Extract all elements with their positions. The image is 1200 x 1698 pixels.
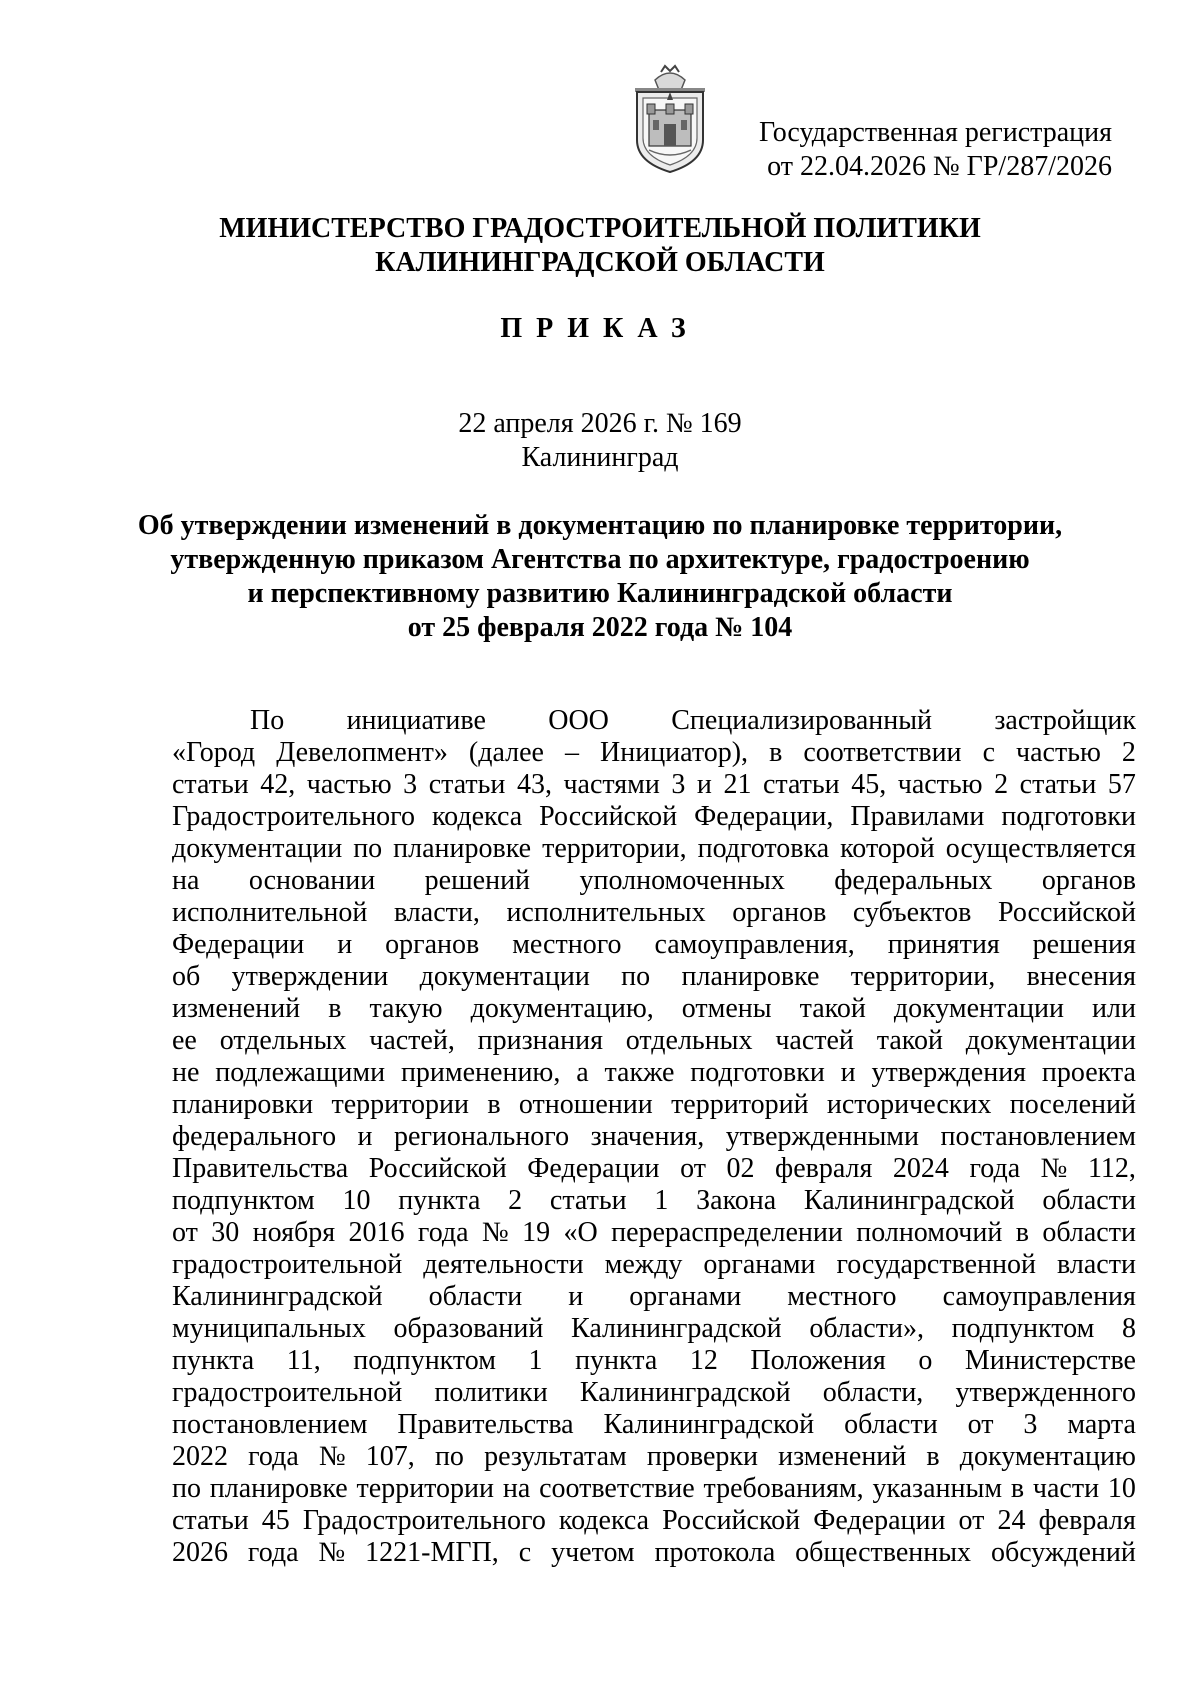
title-line: от 25 февраля 2022 года № 104 <box>407 612 793 643</box>
body-line: не подлежащими применению, а также подготовки и утверждения проекта <box>172 1057 1136 1088</box>
body-line: градостроительной политики Калининградской области, утвержденного <box>172 1377 1136 1408</box>
ministry-line: КАЛИНИНГРАДСКОЙ ОБЛАСТИ <box>375 247 825 278</box>
body-line: ее отдельных частей, признания отдельных частей такой документации <box>172 1025 1136 1056</box>
order-place-line: Калининград <box>521 442 679 473</box>
body-line: Федерации и органов местного самоуправления, принятия решения <box>172 929 1136 960</box>
body-line: подпунктом 10 пункта 2 статьи 1 Закона Калининградской области <box>172 1185 1136 1216</box>
body-line: По инициативе ООО Специализированный застройщик <box>250 705 1136 736</box>
state-registration <box>692 116 1112 184</box>
body-line: Правительства Российской Федерации от 02 февраля 2024 года № 112, <box>172 1153 1136 1184</box>
body-line: изменений в такую документацию, отмены такой документации или <box>172 993 1136 1024</box>
body-line: статьи 42, частью 3 статьи 43, частями 3 и 21 статьи 45, частью 2 статьи 57 <box>172 769 1136 800</box>
title-line: Об утверждении изменений в документацию по планировке территории, <box>137 510 1063 541</box>
body-line: об утверждении документации по планировке территории, внесения <box>172 961 1136 992</box>
body-line: пункта 11, подпунктом 1 пункта 12 Положения о Министерстве <box>172 1345 1136 1376</box>
body-line: по планировке территории на соответствие требованиям, указанным в части 10 <box>172 1473 1136 1504</box>
order-body-text <box>172 705 1136 1569</box>
body-line: «Город Девелопмент» (далее – Инициатор), в соответствии с частью 2 <box>172 737 1136 768</box>
body-line: статьи 45 Градостроительного кодекса Российской Федерации от 24 февраля <box>172 1505 1136 1536</box>
order-date-place <box>100 407 1100 475</box>
ministry-name <box>100 212 1100 280</box>
body-line: от 30 ноября 2016 года № 19 «О перераспределении полномочий в области <box>172 1217 1136 1248</box>
body-line: документации по планировке территории, подготовка которой осуществляется <box>172 833 1136 864</box>
body-line: 2026 года № 1221-МГП, с учетом протокола общественных обсуждений <box>172 1537 1136 1568</box>
body-line: постановлением Правительства Калининградской области от 3 марта <box>172 1409 1136 1440</box>
body-line: 2022 года № 107, по результатам проверки изменений в документацию <box>172 1441 1136 1472</box>
order-title <box>100 509 1100 645</box>
body-line: исполнительной власти, исполнительных органов субъектов Российской <box>172 897 1136 928</box>
order-date-line: 22 апреля 2026 г. № 169 <box>458 408 742 439</box>
body-line: муниципальных образований Калининградской области», подпунктом 8 <box>172 1313 1136 1344</box>
registration-line: от 22.04.2026 № ГР/287/2026 <box>767 151 1112 182</box>
body-line: Градостроительного кодекса Российской Федерации, Правилами подготовки <box>172 801 1136 832</box>
ministry-line: МИНИСТЕРСТВО ГРАДОСТРОИТЕЛЬНОЙ ПОЛИТИКИ <box>219 213 981 244</box>
body-line: градостроительной деятельности между органами государственной власти <box>172 1249 1136 1280</box>
body-line: федерального и регионального значения, утвержденными постановлением <box>172 1121 1136 1152</box>
title-line: утвержденную приказом Агентства по архитектуре, градостроению <box>170 544 1030 575</box>
body-line: планировки территории в отношении территорий исторических поселений <box>172 1089 1136 1120</box>
body-line: Калининградской области и органами местного самоуправления <box>172 1281 1136 1312</box>
title-line: и перспективному развитию Калининградской области <box>247 578 953 609</box>
body-line: на основании решений уполномоченных федеральных органов <box>172 865 1136 896</box>
document-type: ПРИКАЗ <box>500 313 700 344</box>
registration-line: Государственная регистрация <box>759 117 1112 148</box>
